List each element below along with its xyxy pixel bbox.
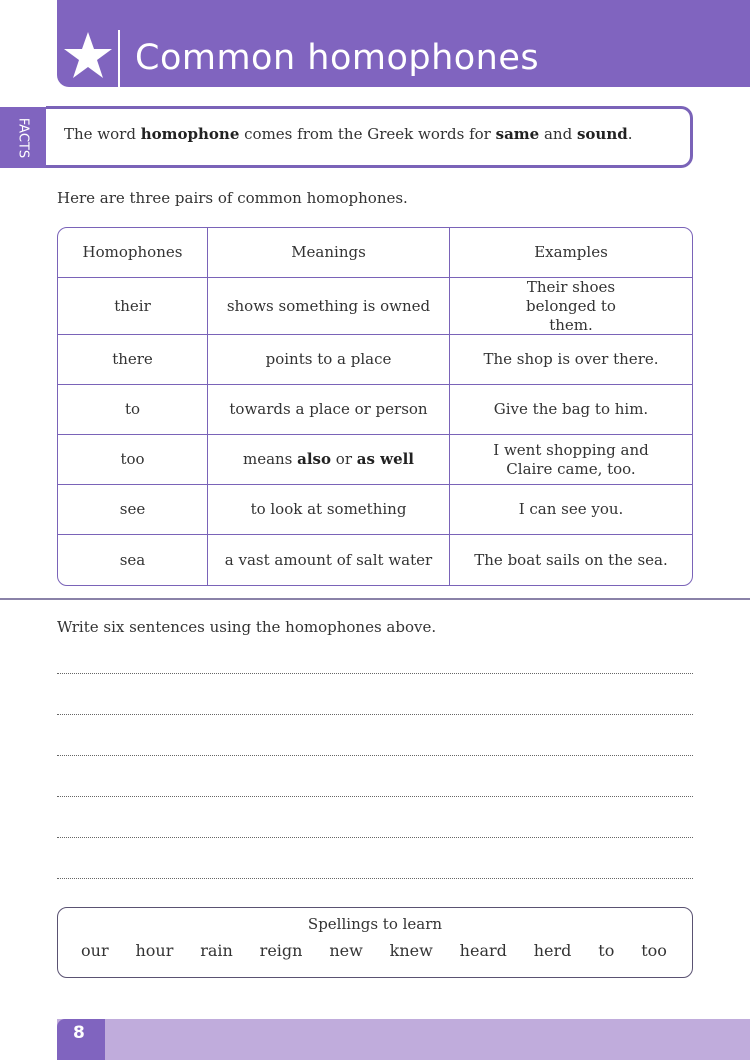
facts-bold: homophone (140, 125, 240, 143)
star-icon (63, 30, 113, 80)
spelling-word: hour (135, 941, 174, 960)
facts-tab (0, 107, 46, 168)
meaning-cell: points to a place (208, 335, 450, 385)
meaning-cell: towards a place or person (208, 385, 450, 435)
spelling-word: herd (533, 941, 572, 960)
meaning-bold: also (297, 450, 332, 469)
writing-line[interactable] (57, 878, 693, 879)
meaning-cell (208, 435, 450, 485)
divider (118, 30, 120, 87)
spelling-word: new (329, 941, 363, 960)
spelling-word: too (641, 941, 667, 960)
spelling-word: our (81, 941, 109, 960)
table-row (58, 435, 692, 485)
example-cell: The shop is over there. (450, 335, 692, 385)
word-cell: their (58, 278, 208, 335)
table-row (58, 385, 692, 435)
homophones-table (57, 227, 693, 586)
facts-text: comes from the Greek words for (239, 125, 496, 143)
meaning-text: means (242, 450, 298, 469)
spellings-list (58, 941, 692, 960)
facts-bold: sound (576, 125, 628, 143)
writing-line[interactable] (57, 673, 693, 674)
page-header (57, 0, 750, 87)
table-row (58, 335, 692, 385)
example-cell: I can see you. (450, 485, 692, 535)
meaning-cell: a vast amount of salt water (208, 535, 450, 585)
meaning-cell: to look at something (208, 485, 450, 535)
task-instruction: Write six sentences using the homophones above. (57, 618, 437, 636)
example-cell: Give the bag to him. (450, 385, 692, 435)
spelling-word: rain (200, 941, 233, 960)
table-header-row (58, 228, 692, 278)
meaning-cell: shows something is owned (208, 278, 450, 335)
spelling-word: to (598, 941, 615, 960)
page-footer (57, 1019, 750, 1060)
page-number: 8 (57, 1019, 105, 1060)
facts-bold: same (495, 125, 540, 143)
word-cell: see (58, 485, 208, 535)
example-cell: I went shopping and Claire came, too. (450, 435, 692, 485)
writing-line[interactable] (57, 714, 693, 715)
example-cell: The boat sails on the sea. (474, 550, 668, 569)
word-cell: to (58, 385, 208, 435)
spelling-word: heard (459, 941, 507, 960)
example-cell: Their shoes belonged to them. (450, 278, 692, 335)
facts-text: . (627, 125, 633, 143)
writing-line[interactable] (57, 796, 693, 797)
writing-line[interactable] (57, 755, 693, 756)
writing-line[interactable] (57, 837, 693, 838)
page-title: Common homophones (135, 38, 540, 78)
meaning-text: or (331, 450, 357, 469)
column-header: Meanings (208, 228, 450, 278)
spellings-title: Spellings to learn (307, 915, 443, 933)
facts-label: FACTS (15, 117, 31, 158)
intro-text: Here are three pairs of common homophones. (57, 189, 408, 207)
spelling-word: knew (389, 941, 433, 960)
column-header: Homophones (58, 228, 208, 278)
spelling-word: reign (259, 941, 303, 960)
table-row (58, 535, 692, 585)
table-row (58, 485, 692, 535)
word-cell: too (58, 435, 208, 485)
table-row (58, 278, 692, 335)
facts-text: and (539, 125, 577, 143)
facts-text: The word (64, 125, 141, 143)
word-cell: there (58, 335, 208, 385)
meaning-bold: as well (356, 450, 415, 469)
column-header: Examples (450, 228, 692, 278)
section-divider (0, 598, 750, 600)
word-cell: sea (58, 535, 208, 585)
facts-box (46, 106, 693, 168)
spellings-box (57, 907, 693, 978)
